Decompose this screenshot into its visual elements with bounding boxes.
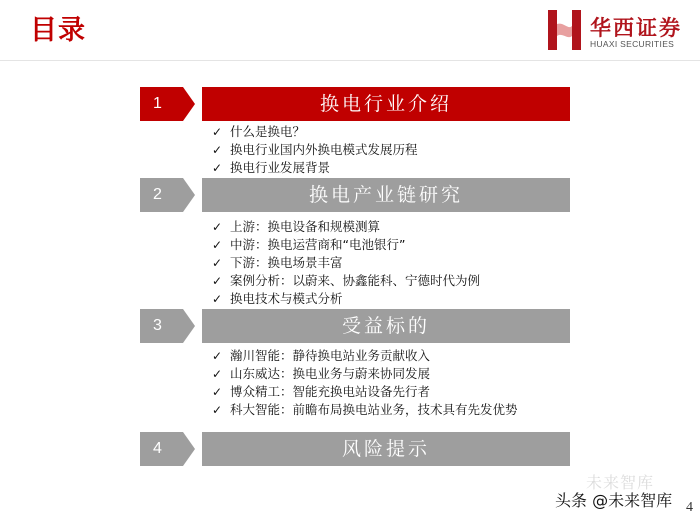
toc-items-1 [212, 123, 418, 177]
chevron-right-icon [175, 309, 203, 343]
toc-item [212, 141, 418, 159]
watermark-faded: 未来智库 [586, 473, 655, 492]
checkmark-icon: ✓ [212, 385, 223, 399]
section-number: 1 [140, 87, 175, 121]
company-logo [548, 10, 698, 52]
watermark: 头条 @未来智库 [555, 491, 673, 510]
toc-item [212, 123, 418, 141]
checkmark-icon: ✓ [212, 220, 223, 234]
page-number: 4 [686, 500, 693, 515]
checkmark-icon: ✓ [212, 403, 223, 417]
checkmark-icon: ✓ [212, 274, 223, 288]
section-title: 受益标的 [202, 309, 570, 343]
chevron-right-icon [175, 432, 203, 466]
toc-item-label: 换电技术与模式分析 [230, 291, 343, 306]
section-title: 换电产业链研究 [202, 178, 570, 212]
toc-item [212, 365, 518, 383]
toc-item-label: 博众精工：智能充换电站设备先行者 [230, 384, 431, 399]
toc-item [212, 254, 480, 272]
toc-item-label: 山东威达：换电业务与蔚来协同发展 [230, 366, 431, 381]
toc-items-3 [212, 347, 518, 419]
checkmark-icon: ✓ [212, 125, 223, 139]
checkmark-icon: ✓ [212, 161, 223, 175]
toc-item [212, 159, 418, 177]
section-number: 4 [140, 432, 175, 466]
checkmark-icon: ✓ [212, 256, 223, 270]
toc-item [212, 347, 518, 365]
toc-item-label: 中游：换电运营商和“电池银行” [230, 237, 406, 252]
toc-item [212, 236, 480, 254]
toc-section-2[interactable] [140, 178, 570, 212]
logo-name-cn: 华西证券 [590, 15, 682, 40]
huaxi-logo-icon [548, 10, 582, 50]
header-divider [0, 60, 700, 61]
checkmark-icon: ✓ [212, 143, 223, 157]
toc-item-label: 换电行业国内外换电模式发展历程 [230, 142, 418, 157]
chevron-right-icon [175, 178, 203, 212]
section-title: 风险提示 [202, 432, 570, 466]
toc-item-label: 下游：换电场景丰富 [230, 255, 343, 270]
toc-item-label: 瀚川智能：静待换电站业务贡献收入 [230, 348, 431, 363]
page-title: 目录 [30, 15, 86, 46]
section-number: 2 [140, 178, 175, 212]
logo-name-en: HUAXI SECURITIES [590, 39, 675, 49]
section-title: 换电行业介绍 [202, 87, 570, 121]
checkmark-icon: ✓ [212, 292, 223, 306]
toc-item [212, 290, 480, 308]
section-number: 3 [140, 309, 175, 343]
toc-section-3[interactable] [140, 309, 570, 343]
chevron-right-icon [175, 87, 203, 121]
toc-section-4[interactable] [140, 432, 570, 466]
toc-item-label: 换电行业发展背景 [230, 160, 331, 175]
toc-item-label: 案例分析：以蔚来、协鑫能科、宁德时代为例 [230, 273, 481, 288]
toc-item [212, 383, 518, 401]
toc-item-label: 上游：换电设备和规模测算 [230, 219, 381, 234]
toc-item-label: 科大智能：前瞻布局换电站业务，技术具有先发优势 [230, 402, 518, 417]
toc-item [212, 272, 480, 290]
checkmark-icon: ✓ [212, 367, 223, 381]
toc-section-1[interactable] [140, 87, 570, 121]
checkmark-icon: ✓ [212, 238, 223, 252]
toc-item [212, 218, 480, 236]
checkmark-icon: ✓ [212, 349, 223, 363]
toc-item-label: 什么是换电？ [230, 124, 306, 139]
toc-items-2 [212, 218, 480, 308]
toc-item [212, 401, 518, 419]
